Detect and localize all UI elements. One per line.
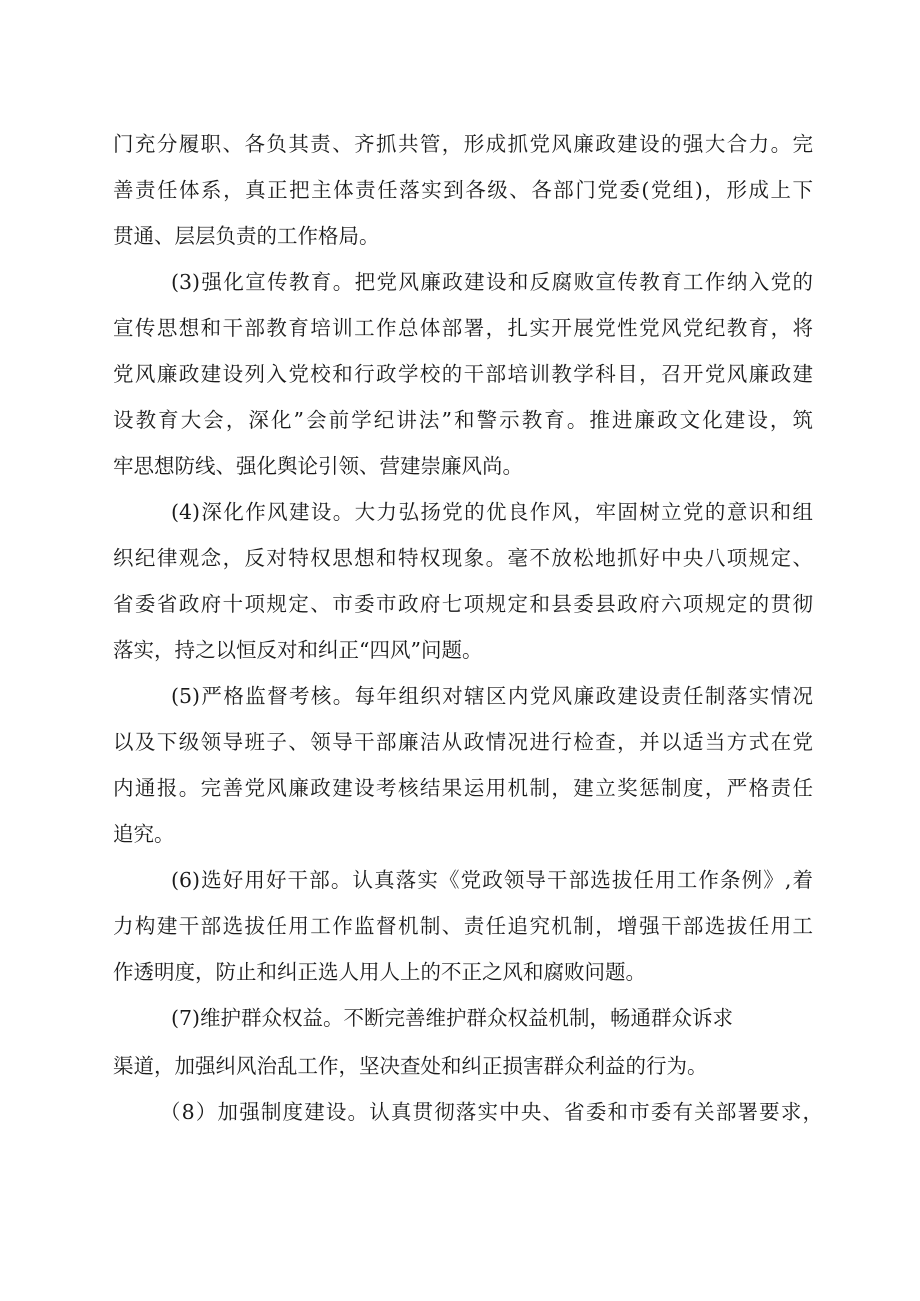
paragraph-start-line: (3)强化宣传教育。把党风廉政建设和反腐败宣传教育工作纳入党的 bbox=[171, 270, 813, 294]
paragraph-start-line: (7)维护群众权益。不断完善维护群众权益机制，畅通群众诉求 bbox=[171, 1006, 734, 1030]
paragraph-start-line: (6)选好用好干部。认真落实《党政领导干部选拔任用工作条例》,着 bbox=[171, 868, 813, 892]
text-line: 力构建干部选拔任用工作监督机制、责任追究机制，增强干部选拔任用工 bbox=[113, 914, 813, 938]
text-line: 宣传思想和干部教育培训工作总体部署，扎实开展党性党风党纪教育，将 bbox=[113, 316, 813, 340]
paragraph-start-line: (5)严格监督考核。每年组织对辖区内党风廉政建设责任制落实情况 bbox=[171, 684, 813, 708]
text-line: 门充分履职、各负其责、齐抓共管，形成抓党风廉政建设的强大合力。完 bbox=[113, 132, 813, 156]
text-line: 省委省政府十项规定、市委市政府七项规定和县委县政府六项规定的贯彻 bbox=[113, 592, 813, 616]
text-line: 渠道，加强纠风治乱工作，坚决查处和纠正损害群众利益的行为。 bbox=[113, 1054, 708, 1078]
paragraph-start-line: （8）加强制度建设。认真贯彻落实中央、省委和市委有关部署要求， bbox=[160, 1100, 823, 1124]
text-line: 设教育大会，深化”会前学纪讲法”和警示教育。推进廉政文化建设，筑 bbox=[113, 408, 813, 432]
text-line: 织纪律观念，反对特权思想和特权现象。毫不放松地抓好中央八项规定、 bbox=[113, 546, 813, 570]
text-line: 善责任体系，真正把主体责任落实到各级、各部门党委(党组)，形成上下 bbox=[113, 178, 813, 202]
text-line: 落实，持之以恒反对和纠正“四风”问题。 bbox=[113, 638, 483, 662]
text-line: 牢思想防线、强化舆论引领、营建崇廉风尚。 bbox=[113, 454, 523, 478]
text-line: 追究。 bbox=[113, 822, 175, 846]
paragraph-start-line: (4)深化作风建设。大力弘扬党的优良作风，牢固树立党的意识和组 bbox=[171, 500, 813, 524]
text-line: 党风廉政建设列入党校和行政学校的干部培训教学科目，召开党风廉政建 bbox=[113, 362, 813, 386]
text-line: 以及下级领导班子、领导干部廉洁从政情况进行检查，并以适当方式在党 bbox=[113, 730, 813, 754]
text-line: 内通报。完善党风廉政建设考核结果运用机制，建立奖惩制度，严格责任 bbox=[113, 776, 813, 800]
text-line: 贯通、层层负责的工作格局。 bbox=[113, 224, 380, 248]
text-line: 作透明度，防止和纠正选人用人上的不正之风和腐败问题。 bbox=[113, 960, 646, 984]
